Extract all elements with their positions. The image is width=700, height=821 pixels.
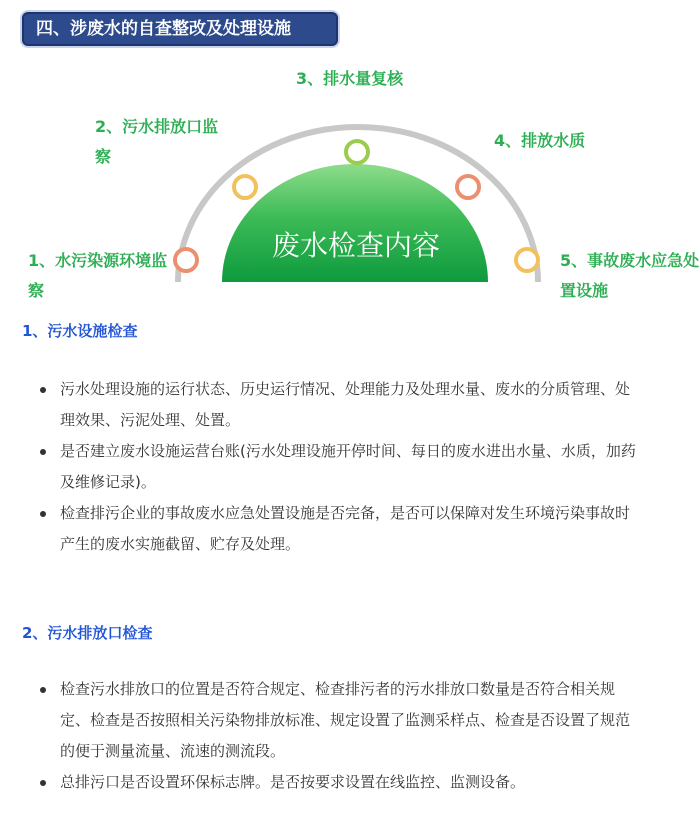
list-item: 是否建立废水设施运营台账(污水处理设施开停时间、每日的废水进出水量、水质，加药及维修记录)。 (40, 436, 640, 498)
section-1-heading: 1、污水设施检查 (22, 322, 138, 340)
list-item: 总排污口是否设置环保标志牌。是否按要求设置在线监控、监测设备。 (40, 767, 640, 798)
label-3: 3、排水量复核 (296, 69, 404, 88)
section-title: 四、涉废水的自查整改及处理设施 (22, 12, 338, 46)
node-2 (234, 176, 256, 198)
node-3 (346, 141, 368, 163)
label-2: 2、污水排放口监察 (95, 117, 219, 166)
center-dome (222, 164, 488, 282)
label-4: 4、排放水质 (494, 131, 586, 150)
node-5 (516, 249, 538, 271)
diagram-center-label: 废水检查内容 (271, 229, 441, 262)
label-5: 5、事故废水应急处置设施 (560, 251, 700, 300)
section-2-heading: 2、污水排放口检查 (22, 624, 153, 642)
list-item: 检查排污企业的事故废水应急处置设施是否完备，是否可以保障对发生环境污染事故时产生的废水实施截留、贮存及处理。 (40, 498, 640, 560)
wastewater-inspection-diagram (0, 50, 700, 310)
section-1-list (40, 374, 640, 560)
list-item: 检查污水排放口的位置是否符合规定、检查排污者的污水排放口数量是否符合相关规定、检查是否按照相关污染物排放标准、规定设置了监测采样点、检查是否设置了规范的便于测量流量、流速的测流段。 (40, 674, 640, 767)
node-1 (175, 249, 197, 271)
label-1: 1、水污染源环境监察 (28, 251, 168, 300)
list-item: 污水处理设施的运行状态、历史运行情况、处理能力及处理水量、废水的分质管理、处理效果、污泥处理、处置。 (40, 374, 640, 436)
node-4 (457, 176, 479, 198)
section-2-list (40, 674, 640, 798)
